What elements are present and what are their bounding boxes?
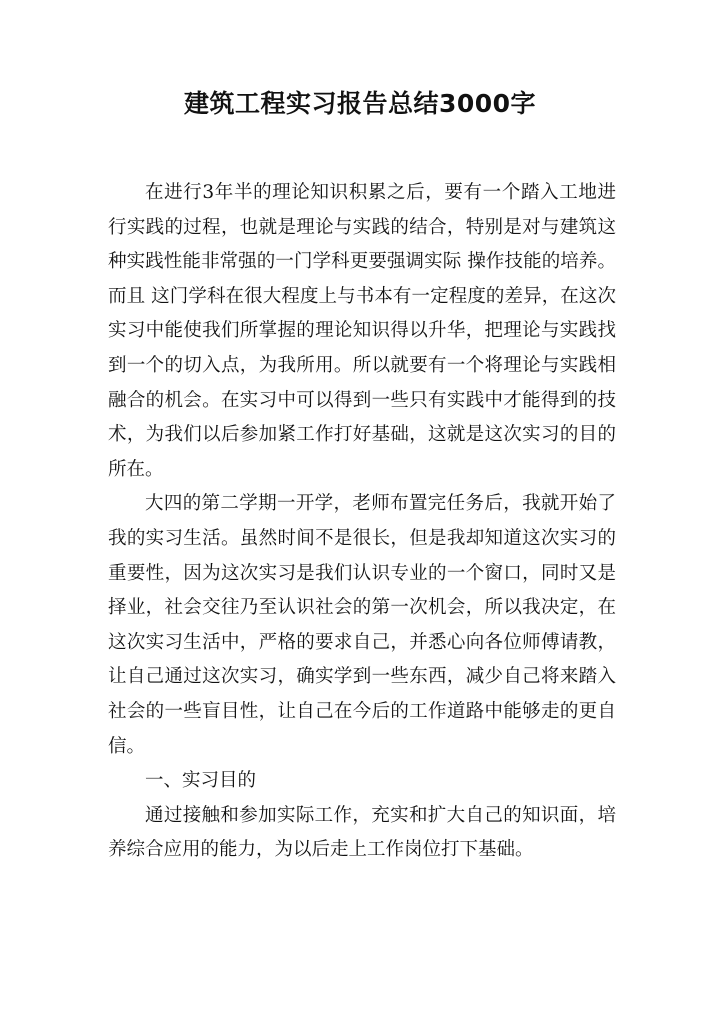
document-body (108, 176, 616, 868)
paragraph-section-content: 通过接触和参加实际工作，充实和扩大自己的知识面，培养综合应用的能力，为以后走上工作岗位打下基础。 (108, 804, 616, 861)
document-title: 建筑工程实习报告总结3000字 (183, 89, 537, 118)
paragraph-internship-start: 大四的第二学期一开学，老师布置完任务后，我就开始了我的实习生活。虽然时间不是很长，但是我却知道这次实习的重要性，因为这次实习是我们认识专业的一个窗口，同时又是择业，社会交往乃至认识社会的第一次机会，所以我决定，在这次实习生活中，严格的要求自己，并悉心向各位师傅请教，让自己通过这次实习，确实学到一些东西，减少自己将来踏入社会的一些盲目性，让自己在今后的工作道路中能够走的更自信。 (108, 493, 616, 757)
section-heading: 一、实习目的 (145, 770, 257, 792)
paragraph-intro: 在进行3年半的理论知识积累之后，要有一个踏入工地进行实践的过程，也就是理论与实践的结合，特别是对与建筑这种实践性能非常强的一门学科更要强调实际 操作技能的培养。而且 这门学科在很大程度上与书本有一定程度的差异，在这次实习中能使我们所掌握的理论知识得以升华，把理论与实践找到一个的切入点，为我所用。所以就要有一个将理论与实践相融合的机会。在实习中可以得到一些只有实践中才能得到的技术，为我们以后参加紧工作打好基础，这就是这次实习的目的所在。 (108, 182, 616, 480)
